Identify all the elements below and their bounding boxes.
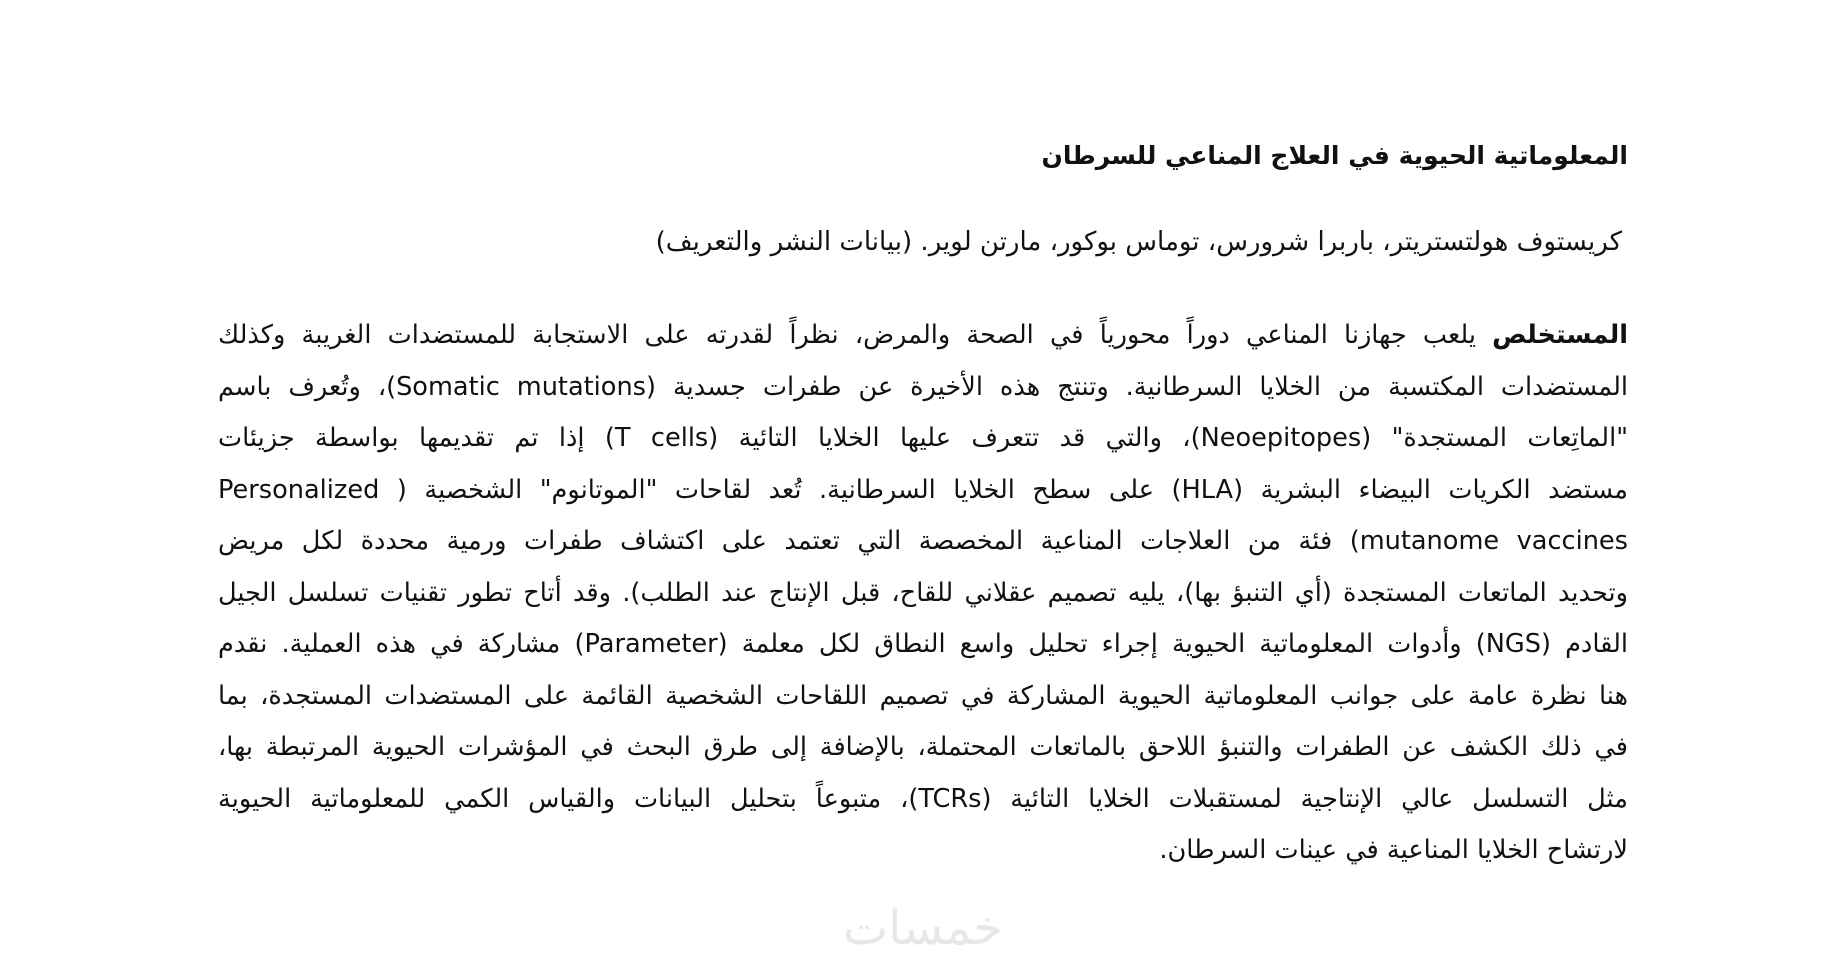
abstract-line: mutanome vaccines) فئة من العلاجات المناعية المخصصة التي تعتمد على اكتشاف طفرات ورمية محددة لكل مريض	[218, 526, 1629, 556]
abstract-paragraph	[218, 310, 1628, 877]
document-page	[218, 0, 1628, 970]
abstract-line: مثل التسلسل عالي الإنتاجية لمستقبلات الخلايا التائية (TCRs)، متبوعاً بتحليل البيانات والقياس الكمي للمعلوماتية الحيوية	[218, 783, 1628, 814]
abstract-line: وتحديد الماتعات المستجدة (أي التنبؤ بها)، يليه تصميم عقلاني للقاح، قبل الإنتاج عند الطلب). وقد أتاح تطور تقنيات تسلسل الجيل	[218, 577, 1628, 608]
abstract-line: لارتشاح الخلايا المناعية في عينات السرطان.	[1159, 835, 1628, 865]
authors-line: كريستوف هولتستريتر، باربرا شرورس، توماس بوكور، مارتن لوير. (بيانات النشر والتعريف)	[655, 227, 1622, 257]
document-title: المعلوماتية الحيوية في العلاج المناعي للسرطان	[1041, 141, 1628, 170]
abstract-line: هنا نظرة عامة على جوانب المعلوماتية الحيوية المشاركة في تصميم اللقاحات الشخصية القائمة على المستضدات المستجدة، بما	[218, 680, 1628, 711]
abstract-line: المستضدات المكتسبة من الخلايا السرطانية. وتنتج هذه الأخيرة عن طفرات جسدية (Somatic mutations)، وتُعرف باسم	[218, 371, 1628, 402]
abstract-line	[218, 310, 1628, 362]
watermark-logo: خمسات	[842, 900, 1004, 956]
abstract-line-text: يلعب جهازنا المناعي دوراً محورياً في الصحة والمرض، نظراً لقدرته على الاستجابة للمستضدات الغريبة وكذلك	[218, 320, 1476, 350]
abstract-line: مستضد الكريات البيضاء البشرية (HLA) على سطح الخلايا السرطانية. تُعد لقاحات "الموتانوم" الشخصية ( Personalized	[218, 474, 1628, 505]
abstract-line: "الماتِعات المستجدة" (Neoepitopes)، والتي قد تتعرف عليها الخلايا التائية (T cells) إذا تم تقديمها بواسطة جزيئات	[218, 423, 1628, 453]
abstract-heading: المستخلص	[1492, 320, 1629, 350]
abstract-line: في ذلك الكشف عن الطفرات والتنبؤ اللاحق بالماتعات المحتملة، بالإضافة إلى طرق البحث في المؤشرات الحيوية المرتبطة بها،	[218, 732, 1628, 762]
abstract-line: القادم (NGS) وأدوات المعلوماتية الحيوية إجراء تحليل واسع النطاق لكل معلمة (Parameter) مشاركة في هذه العملية. نقدم	[218, 629, 1628, 659]
